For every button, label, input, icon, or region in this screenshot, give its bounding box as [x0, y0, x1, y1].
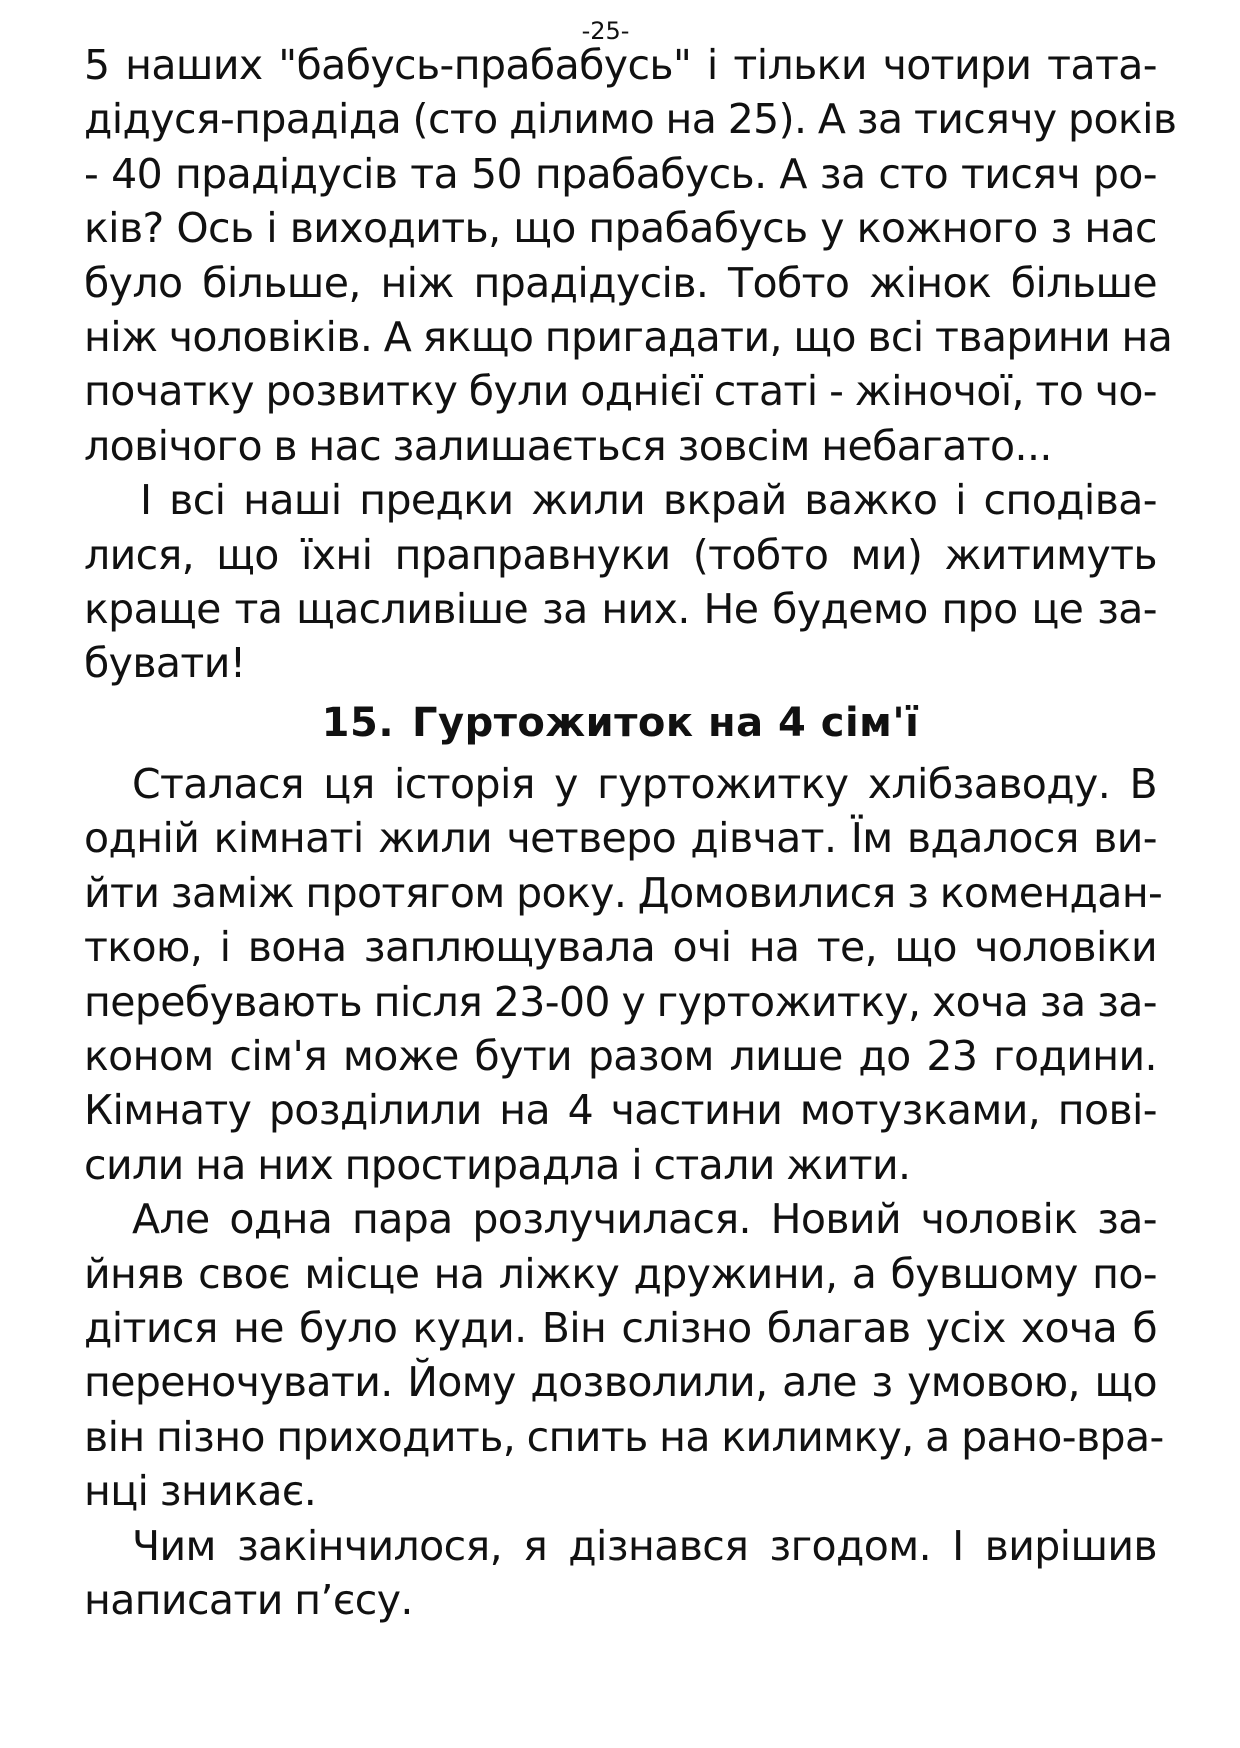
text-line: ткою, і вона заплющувала очі на те, що чоловіки: [84, 923, 1157, 972]
section-heading: [84, 691, 1157, 757]
text-line: ків? Ось і виходить, що прабабусь у кожного з нас: [84, 204, 1157, 253]
text-line: йняв своє місце на ліжку дружини, а бувшому по-: [84, 1249, 1157, 1298]
paragraph-dormitory: [84, 757, 1163, 1192]
section-number: 15.: [321, 699, 395, 746]
text-line: він пізно приходить, спить на килимку, а рано-вра-: [84, 1412, 1164, 1461]
book-page: [84, 0, 1177, 1627]
text-line: переночувати. Йому дозволили, але з умовою, що: [84, 1358, 1157, 1407]
section-title: Гуртожиток на 4 сім'ї: [412, 699, 920, 746]
text-line: - 40 прадідусів та 50 прабабусь. А за сто тисяч ро-: [84, 149, 1157, 198]
text-line: І всі наші предки жили вкрай важко і сподіва-: [140, 476, 1157, 525]
text-line: ніж чоловіків. А якщо пригадати, що всі тварини на: [84, 313, 1173, 362]
text-line: початку розвитку були однієї статі - жіночої, то чо-: [84, 367, 1157, 416]
text-line: Сталася ця історія у гуртожитку хлібзаводу. В: [132, 759, 1157, 808]
paragraph-generations: [84, 38, 1177, 473]
text-line: написати п’єсу.: [84, 1575, 413, 1624]
text-line: коном сім'я може бути разом лише до 23 години.: [84, 1031, 1157, 1080]
page-number: -25-: [581, 17, 630, 45]
text-line: перебувають після 23-00 у гуртожитку, хоча за за-: [84, 977, 1157, 1026]
text-line: одній кімнаті жили четверо дівчат. Їм вдалося ви-: [84, 814, 1157, 863]
paragraph-ancestors: [84, 473, 1157, 691]
paragraph-ending: [84, 1519, 1157, 1628]
text-line: Але одна пара розлучилася. Новий чоловік за-: [132, 1195, 1157, 1244]
text-line: краще та щасливіше за них. Не будемо про це за-: [84, 585, 1157, 634]
text-line: лися, що їхні праправнуки (тобто ми) житимуть: [84, 530, 1157, 579]
text-line: дітися не було куди. Він слізно благав усіх хоча б: [84, 1303, 1157, 1352]
text-line: було більше, ніж прадідусів. Тобто жінок більше: [84, 258, 1157, 307]
text-line: бувати!: [84, 639, 246, 688]
text-line: Кімнату розділили на 4 частини мотузками, пові-: [84, 1086, 1157, 1135]
paragraph-divorce: [84, 1192, 1164, 1518]
text-line: Чим закінчилося, я дізнався згодом. І вирішив: [132, 1521, 1157, 1570]
text-line: йти заміж протягом року. Домовилися з комендан-: [84, 868, 1163, 917]
text-line: сили на них простирадла і стали жити.: [84, 1140, 911, 1189]
text-line: дідуся-прадіда (сто ділимо на 25). А за тисячу років: [84, 95, 1177, 144]
text-line: 5 наших "бабусь-прабабусь" і тільки чотири тата-: [84, 41, 1157, 89]
text-line: нці зникає.: [84, 1467, 317, 1516]
text-line: ловічого в нас залишається зовсім небагато...: [84, 421, 1052, 470]
